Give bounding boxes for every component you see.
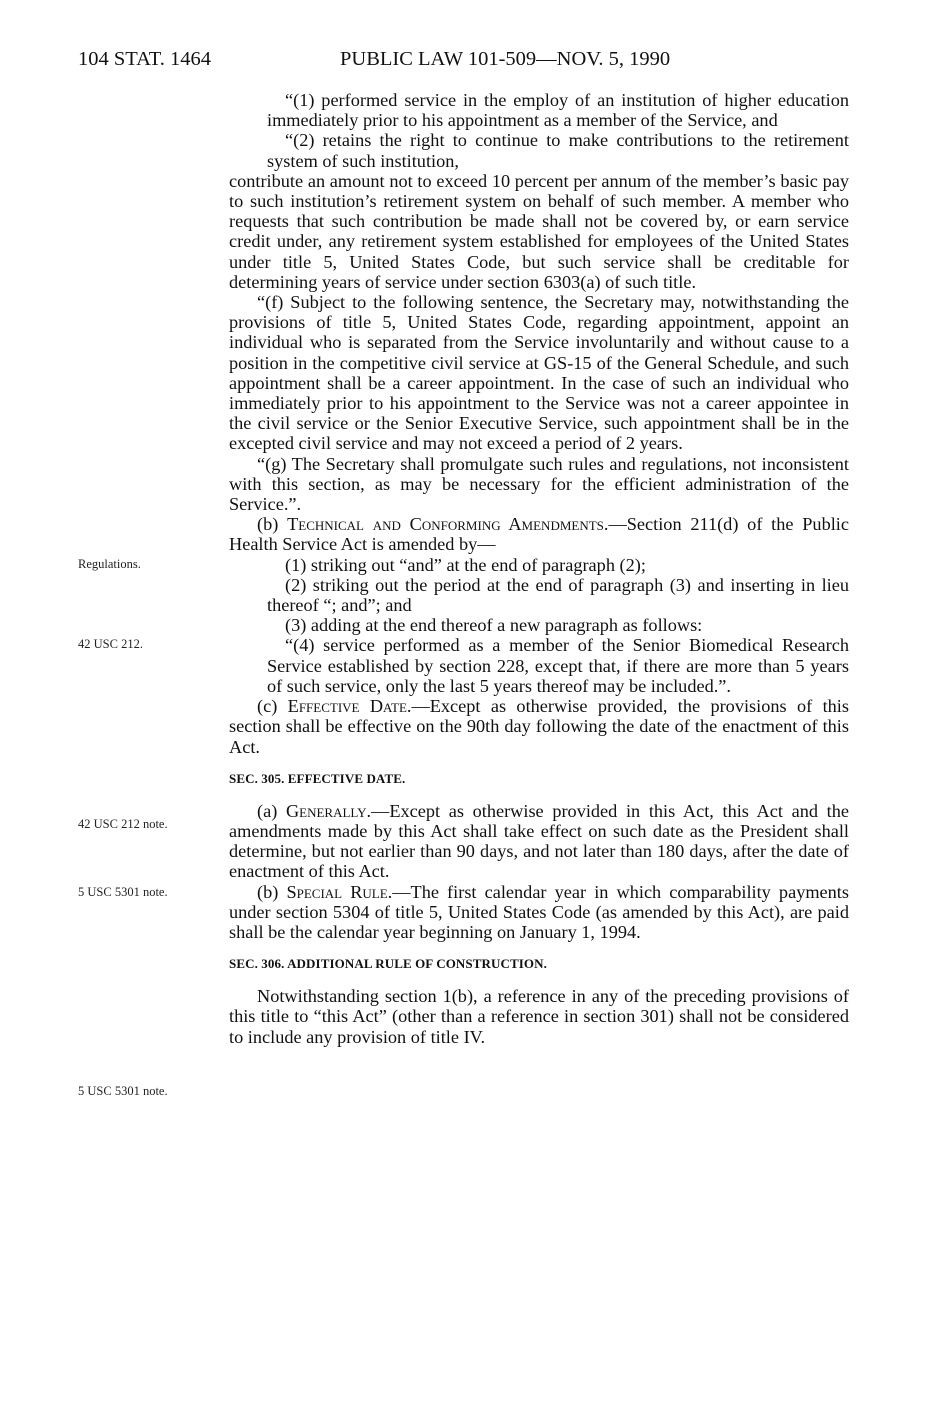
paragraph-b2-label: (b) [257,881,287,902]
margin-note-regulations: Regulations. [78,557,141,571]
paragraph-b-special-rule [229,882,849,943]
paragraph-f: “(f) Subject to the following sentence, the Secretary may, notwithstanding the provisions of title 5, United States Code, regarding appointment, appoint an individual who is separated from the Service involuntarily and without cause to a position in the competitive civil service at GS-15 of the General Schedule, and such appointment shall be a career appointment. In the case of such an individual who immediately prior to his appointment to the Service was not a career appointee in the civil service or the Senior Executive Service, such appointment shall be in the excepted civil service and may not exceed a period of 2 years. [229,292,849,454]
paragraph-b-technical [229,514,849,554]
list-item-2: (2) striking out the period at the end of paragraph (3) and inserting in lieu thereof “; and”; and [267,574,849,616]
paragraph-c-label: (c) [257,696,288,717]
paragraph-1: “(1) performed service in the employ of an institution of higher education immediately prior to his appointment as a member of the Service, and [267,90,849,131]
paragraph-a-text: —Except as otherwise provided in this Act, this Act and the amendments made by this Act shall take effect on such date as the President shall determine, but not earlier than 90 days, and not later than 180 days, after the date of enactment of this Act. [229,800,849,882]
margin-note-5-usc-5301-note-a: 5 USC 5301 note. [78,885,168,899]
margin-note-5-usc-5301-note-b: 5 USC 5301 note. [78,1084,168,1098]
margin-note-42-usc-212-note: 42 USC 212 note. [78,817,168,831]
paragraph-b-label: (b) [257,514,288,535]
margin-note-42-usc-212: 42 USC 212. [78,637,143,651]
public-law-title: PUBLIC LAW 101-509—NOV. 5, 1990 [340,48,671,70]
list-item-1: (1) striking out “and” at the end of paragraph (2); [285,554,646,575]
paragraph-b-heading: Technical and Conforming Amendments. [287,514,609,535]
paragraph-c-effective [229,696,849,757]
paragraph-c-text: —Except as otherwise provided, the provisions of this section shall be effective on the 90th day following the date of the enactment of this Act. [229,696,849,757]
page-header [78,48,838,78]
paragraph-2: “(2) retains the right to continue to make contributions to the retirement system of such institution, [267,130,849,171]
paragraph-notwithstanding: Notwithstanding section 1(b), a reference in any of the preceding provisions of this title to “this Act” (other than a reference in section 301) shall not be considered to include any provision of title IV. [229,986,849,1047]
paragraph-a-generally [229,801,849,882]
paragraph-a-label: (a) [257,800,286,821]
statute-page-number: 104 STAT. 1464 [78,48,211,70]
quoted-paragraph-4: “(4) service performed as a member of the Senior Biomedical Research Service established by section 228, except that, if there are more than 5 years of such service, only the last 5 years thereof may be included.”. [267,635,849,696]
paragraph-c-heading: Effective Date. [287,696,412,717]
list-item-3: (3) adding at the end thereof a new paragraph as follows: [285,615,703,636]
paragraph-b2-heading: Special Rule. [286,881,393,902]
paragraph-a-heading: Generally. [285,800,372,821]
paragraph-g: “(g) The Secretary shall promulgate such rules and regulations, not inconsistent with this section, as may be necessary for the efficient administration of the Service.”. [229,453,849,515]
body-text [229,90,849,1047]
paragraph-b-text: —Section 211(d) of the Public Health Service Act is amended by— [229,514,849,555]
section-305-heading: SEC. 305. EFFECTIVE DATE. [229,770,406,786]
paragraph-b2-text: —The first calendar year in which comparability payments under section 5304 of title 5, United States Code (as amended by this Act), are paid shall be the calendar year beginning on January 1, 1994. [229,881,849,942]
section-306-heading: SEC. 306. ADDITIONAL RULE OF CONSTRUCTION. [229,956,547,972]
paragraph-3: contribute an amount not to exceed 10 percent per annum of the member’s basic pay to such institution’s retirement system on behalf of such member. A member who requests that such contribution be made shall not be covered by, or earn service credit under, any retirement system established for employees of the United States under title 5, United States Code, but such service shall be creditable for determining years of service under section 6303(a) of such title. [229,170,849,292]
